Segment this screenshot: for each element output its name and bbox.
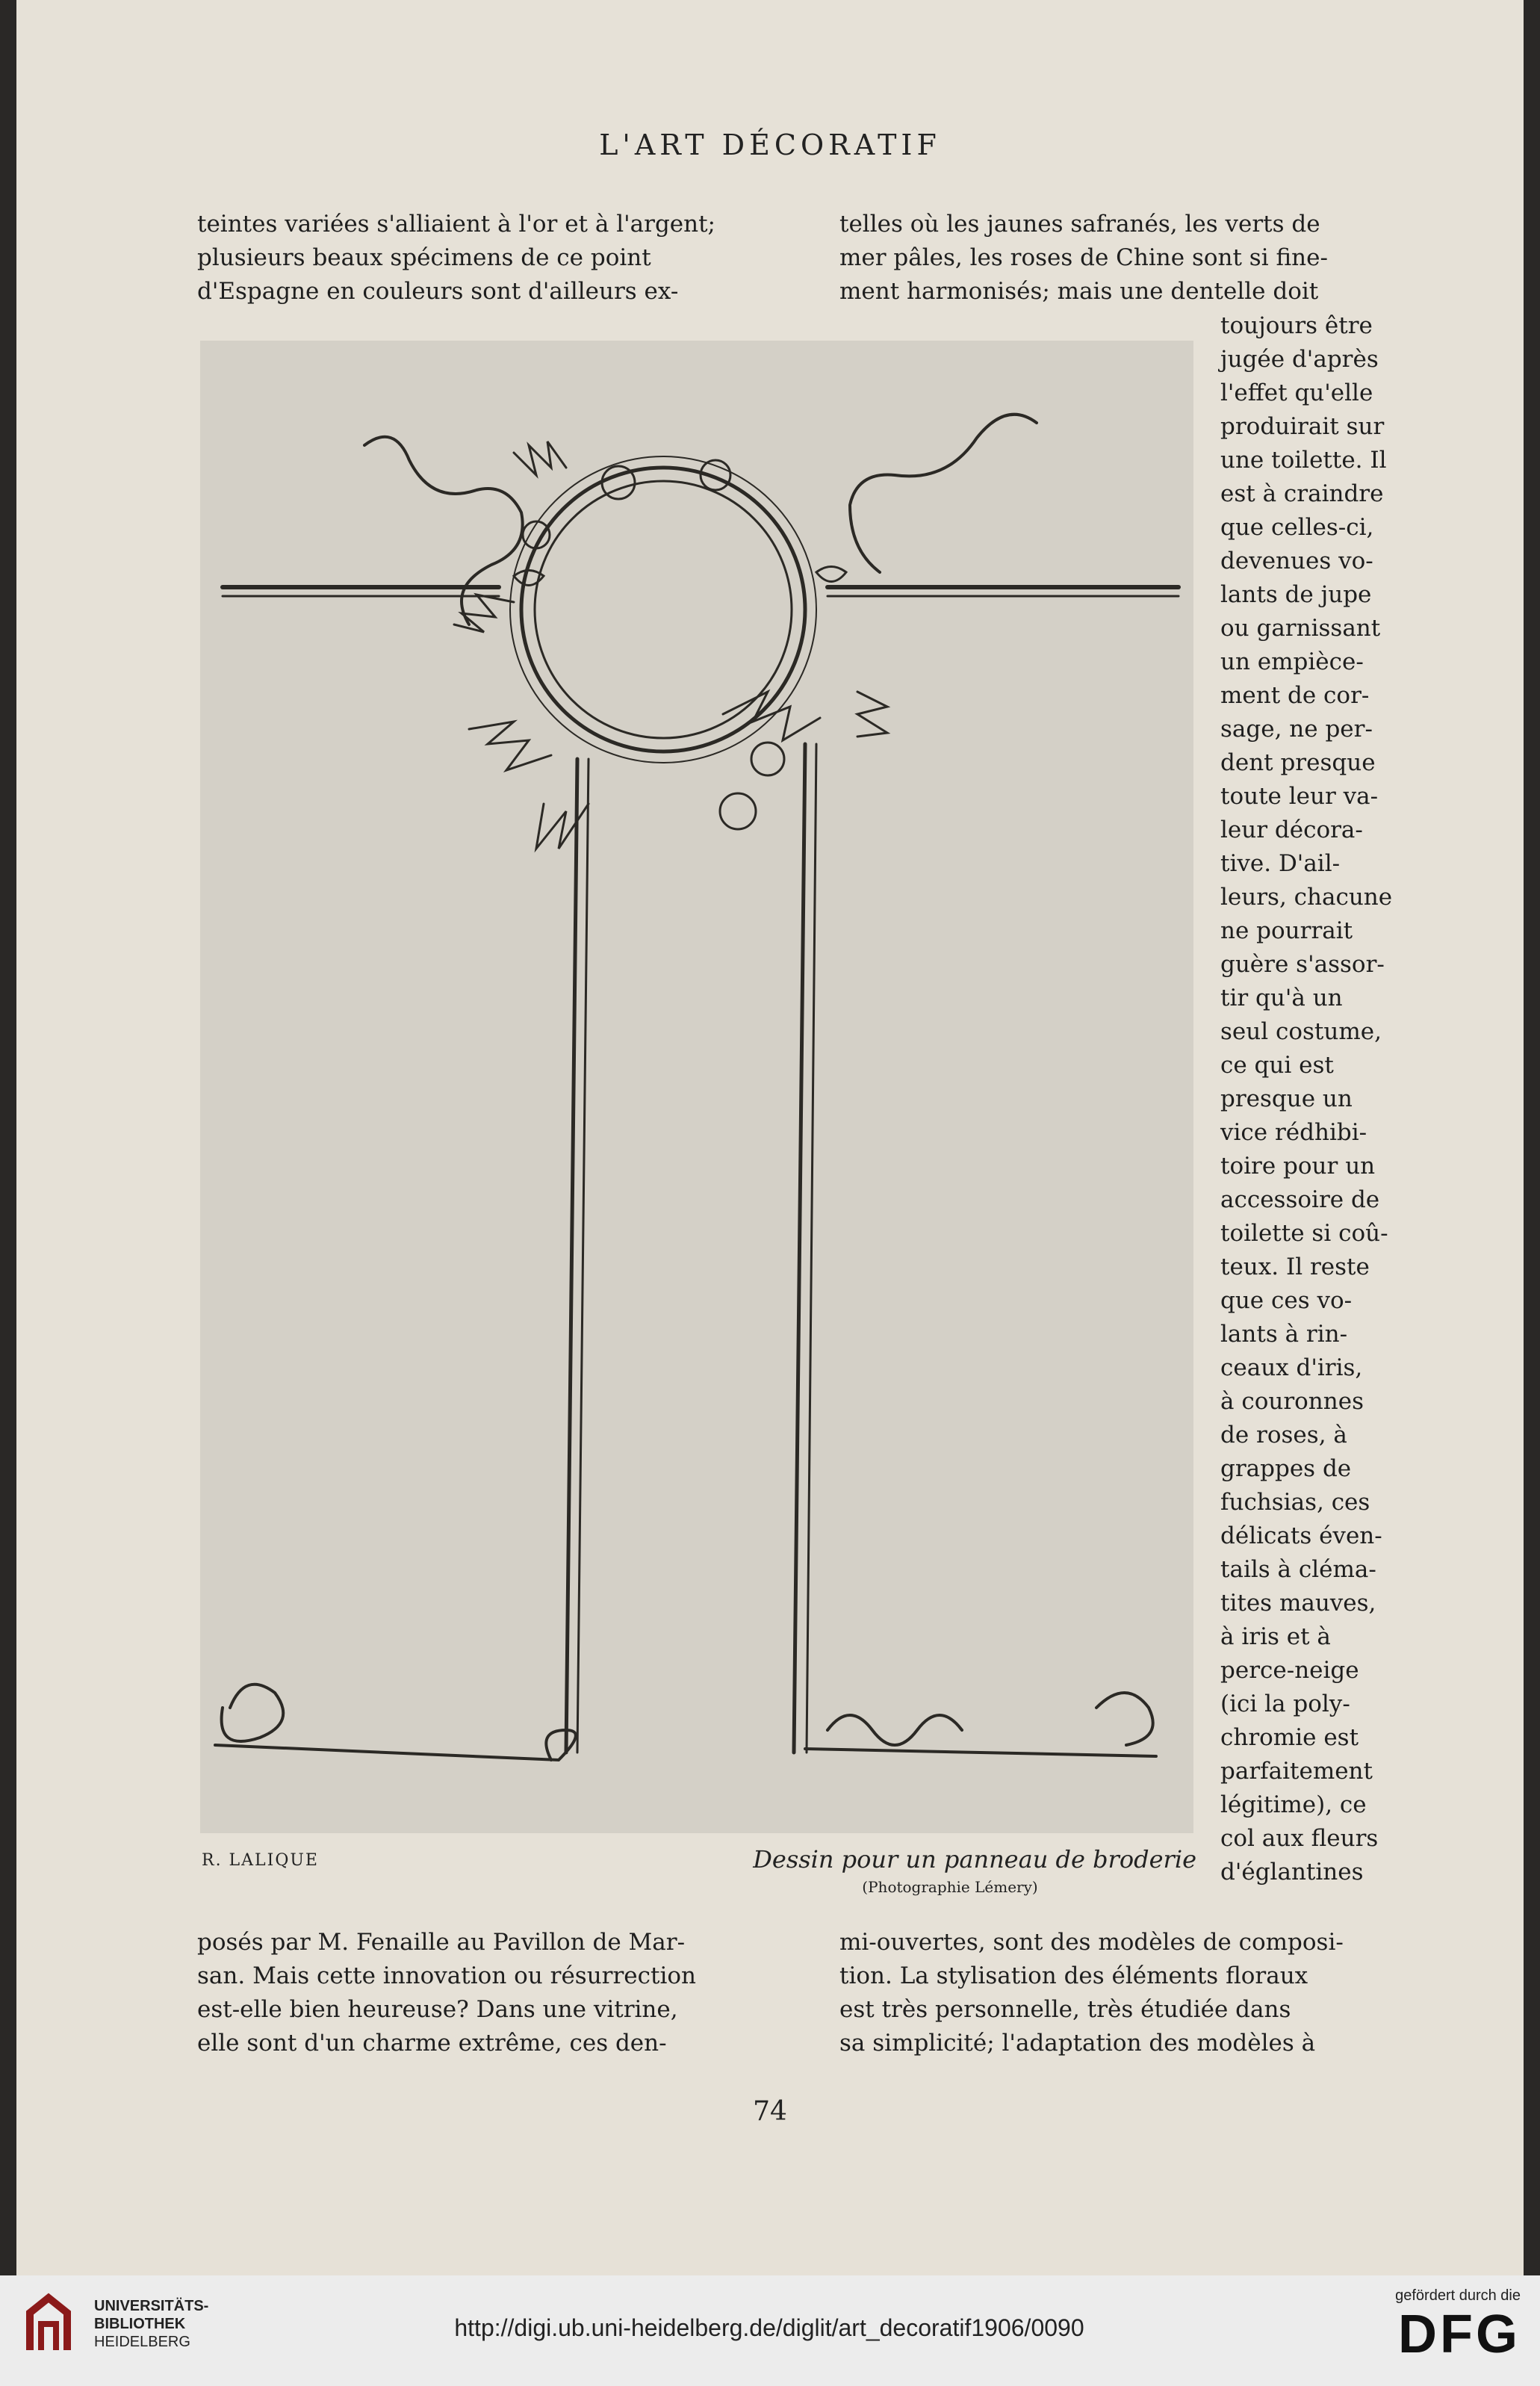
text-line: presque un xyxy=(1220,1085,1353,1112)
funder-text: gefördert durch die xyxy=(1395,2287,1521,2304)
text-line: toute leur va- xyxy=(1220,783,1379,810)
text-line: mi-ouvertes, sont des modèles de composi- xyxy=(839,1929,1344,1956)
text-line: sage, ne per- xyxy=(1220,716,1373,743)
text-line: grappes de xyxy=(1220,1455,1352,1482)
scanned-page xyxy=(16,0,1524,2275)
text-line: plusieurs beaux spécimens de ce point xyxy=(197,244,651,271)
text-line: elle sont d'un charme extrême, ces den- xyxy=(197,2030,667,2057)
text-line: que celles-ci, xyxy=(1220,514,1374,541)
text-line: légitime), ce xyxy=(1220,1791,1367,1818)
figure-subcaption: (Photographie Lémery) xyxy=(862,1878,1038,1896)
text-line: seul costume, xyxy=(1220,1018,1382,1045)
bottom-left-column xyxy=(197,1926,819,2060)
text-line: devenues vo- xyxy=(1220,548,1373,574)
text-line: toujours être xyxy=(1220,312,1373,339)
text-line: parfaitement xyxy=(1220,1758,1373,1785)
embroidery-design-drawing xyxy=(200,341,1193,1833)
text-line: d'églantines xyxy=(1220,1859,1364,1885)
library-name xyxy=(94,2297,208,2351)
library-name-line: HEIDELBERG xyxy=(94,2334,190,2350)
text-line: produirait sur xyxy=(1220,413,1385,440)
text-line: chromie est xyxy=(1220,1724,1359,1751)
text-line: tion. La stylisation des éléments floraux xyxy=(839,1962,1308,1989)
text-line: col aux fleurs xyxy=(1220,1825,1379,1852)
text-line: teintes variées s'alliaient à l'or et à l'argent; xyxy=(197,211,716,238)
text-line: fuchsias, ces xyxy=(1220,1489,1370,1516)
viewer-footer xyxy=(0,2275,1540,2386)
library-logo-icon xyxy=(15,2290,82,2358)
text-line: ne pourrait xyxy=(1220,917,1353,944)
text-line: ment de cor- xyxy=(1220,682,1370,709)
text-line: perce-neige xyxy=(1220,1657,1359,1684)
text-line: dent presque xyxy=(1220,749,1376,776)
text-line: ce qui est xyxy=(1220,1052,1334,1079)
text-line: une toilette. Il xyxy=(1220,447,1387,474)
text-line: à iris et à xyxy=(1220,1623,1331,1650)
text-line: leurs, chacune xyxy=(1220,884,1393,911)
text-line: l'effet qu'elle xyxy=(1220,379,1373,406)
text-line: d'Espagne en couleurs sont d'ailleurs ex- xyxy=(197,278,679,305)
text-line: guère s'assor- xyxy=(1220,951,1385,978)
text-line: tir qu'à un xyxy=(1220,985,1343,1011)
library-name-line: BIBLIOTHEK xyxy=(94,2316,186,2332)
text-line: de roses, à xyxy=(1220,1422,1347,1448)
running-head: L'ART DÉCORATIF xyxy=(599,128,941,161)
text-line: leur décora- xyxy=(1220,816,1363,843)
text-line: ment harmonisés; mais une dentelle doit xyxy=(839,278,1319,305)
text-line: toilette si coû- xyxy=(1220,1220,1388,1247)
figure-caption: Dessin pour un panneau de broderie xyxy=(753,1845,1196,1874)
text-line: est très personnelle, très étudiée dans xyxy=(839,1996,1291,2023)
narrow-column xyxy=(1220,309,1461,1889)
permalink-url[interactable]: http://digi.ub.uni-heidelberg.de/diglit/art_decoratif1906/0090 xyxy=(454,2314,1084,2341)
page-number: 74 xyxy=(753,2096,787,2127)
library-logo[interactable] xyxy=(15,2290,208,2358)
text-line: san. Mais cette innovation ou résurrection xyxy=(197,1962,697,1989)
funder-logo[interactable] xyxy=(1395,2287,1521,2364)
text-line: lants à rin- xyxy=(1220,1321,1348,1348)
text-line: teux. Il reste xyxy=(1220,1254,1370,1280)
text-line: tails à cléma- xyxy=(1220,1556,1376,1583)
text-line: vice rédhibi- xyxy=(1220,1119,1367,1146)
text-line: ou garnissant xyxy=(1220,615,1381,642)
text-line: est-elle bien heureuse? Dans une vitrine, xyxy=(197,1996,678,2023)
text-line: à couronnes xyxy=(1220,1388,1364,1415)
text-line: mer pâles, les roses de Chine sont si fine- xyxy=(839,244,1328,271)
text-line: tive. D'ail- xyxy=(1220,850,1341,877)
text-line: jugée d'après xyxy=(1220,346,1379,373)
top-left-column xyxy=(197,208,819,309)
text-line: lants de jupe xyxy=(1220,581,1372,608)
dfg-logo: DFG xyxy=(1398,2305,1521,2364)
text-line: telles où les jaunes safranés, les verts de xyxy=(839,211,1320,238)
text-line: délicats évеn- xyxy=(1220,1522,1382,1549)
text-line: toire pour un xyxy=(1220,1153,1376,1180)
text-line: ceaux d'iris, xyxy=(1220,1354,1363,1381)
bottom-right-column xyxy=(839,1926,1459,2060)
illustration-plate xyxy=(200,341,1193,1833)
text-line: tites mauves, xyxy=(1220,1590,1376,1617)
text-line: que ces vo- xyxy=(1220,1287,1353,1314)
text-line: (ici la poly- xyxy=(1220,1691,1350,1717)
library-name-line: UNIVERSITÄTS- xyxy=(94,2298,209,2314)
text-line: accessoire de xyxy=(1220,1186,1380,1213)
figure-credit: R. LALIQUE xyxy=(202,1851,319,1870)
text-line: un empiècе- xyxy=(1220,648,1364,675)
top-right-column xyxy=(839,208,1459,309)
text-line: sa simplicité; l'adaptation des modèles à xyxy=(839,2030,1316,2057)
text-line: posés par M. Fenaille au Pavillon de Mar- xyxy=(197,1929,686,1956)
text-line: est à craindre xyxy=(1220,480,1384,507)
